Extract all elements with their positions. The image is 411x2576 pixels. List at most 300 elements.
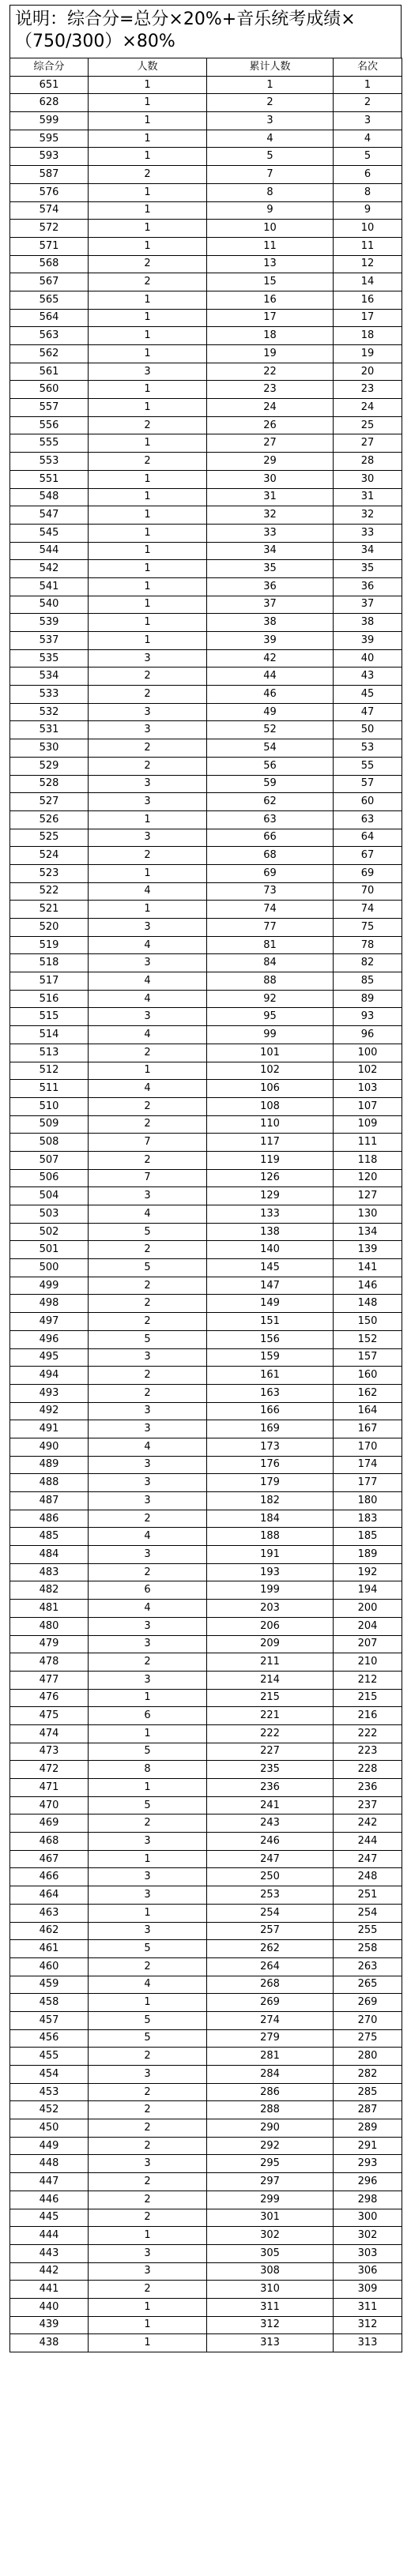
cell-score: 468 [10, 1833, 89, 1851]
cell-count: 1 [89, 810, 207, 829]
cell-cumulative: 305 [207, 2244, 334, 2262]
cell-rank: 1 [334, 76, 402, 94]
cell-rank: 215 [334, 1689, 402, 1707]
cell-rank: 34 [334, 542, 402, 560]
cell-cumulative: 163 [207, 1384, 334, 1402]
cell-rank: 27 [334, 434, 402, 453]
table-row [10, 1510, 402, 1528]
cell-cumulative: 13 [207, 255, 334, 273]
header-rank: 名次 [334, 58, 402, 77]
cell-rank: 25 [334, 416, 402, 434]
cell-count: 1 [89, 1904, 207, 1922]
cell-cumulative: 133 [207, 1205, 334, 1224]
cell-score: 547 [10, 506, 89, 525]
cell-cumulative: 235 [207, 1761, 334, 1779]
cell-count: 1 [89, 237, 207, 255]
table-row [10, 2011, 402, 2029]
cell-score: 524 [10, 847, 89, 865]
table-row [10, 596, 402, 614]
table-row [10, 632, 402, 650]
cell-rank: 291 [334, 2137, 402, 2155]
cell-rank: 177 [334, 1474, 402, 1492]
cell-count: 4 [89, 1976, 207, 1994]
cell-cumulative: 101 [207, 1044, 334, 1062]
score-table [9, 58, 402, 2352]
cell-count: 2 [89, 1510, 207, 1528]
cell-cumulative: 140 [207, 1241, 334, 1259]
cell-rank: 309 [334, 2281, 402, 2299]
cell-cumulative: 302 [207, 2227, 334, 2245]
table-row [10, 721, 402, 739]
cell-cumulative: 7 [207, 166, 334, 184]
cell-cumulative: 26 [207, 416, 334, 434]
table-row [10, 649, 402, 668]
table-row [10, 1833, 402, 1851]
cell-count: 1 [89, 381, 207, 399]
table-row [10, 1581, 402, 1600]
table-row [10, 1546, 402, 1564]
cell-score: 495 [10, 1348, 89, 1367]
cell-cumulative: 179 [207, 1474, 334, 1492]
cell-count: 2 [89, 1295, 207, 1313]
table-row [10, 1384, 402, 1402]
cell-rank: 9 [334, 201, 402, 220]
cell-score: 483 [10, 1563, 89, 1581]
cell-cumulative: 254 [207, 1904, 334, 1922]
cell-score: 548 [10, 488, 89, 506]
cell-cumulative: 126 [207, 1169, 334, 1187]
table-row [10, 560, 402, 578]
table-row [10, 2155, 402, 2173]
cell-score: 508 [10, 1134, 89, 1152]
cell-count: 2 [89, 1313, 207, 1331]
cell-cumulative: 268 [207, 1976, 334, 1994]
cell-score: 480 [10, 1617, 89, 1635]
table-row [10, 1080, 402, 1098]
table-row [10, 936, 402, 954]
table-row [10, 686, 402, 704]
table-row [10, 220, 402, 238]
cell-count: 1 [89, 488, 207, 506]
cell-score: 449 [10, 2137, 89, 2155]
cell-count: 3 [89, 1492, 207, 1510]
cell-score: 599 [10, 112, 89, 130]
cell-score: 485 [10, 1528, 89, 1546]
cell-rank: 189 [334, 1546, 402, 1564]
cell-score: 533 [10, 686, 89, 704]
cell-cumulative: 312 [207, 2316, 334, 2334]
cell-score: 651 [10, 76, 89, 94]
cell-rank: 275 [334, 2029, 402, 2048]
cell-cumulative: 34 [207, 542, 334, 560]
cell-count: 4 [89, 1600, 207, 1618]
cell-count: 2 [89, 1563, 207, 1581]
cell-count: 2 [89, 166, 207, 184]
cell-rank: 251 [334, 1886, 402, 1905]
cell-count: 6 [89, 1707, 207, 1725]
cell-score: 493 [10, 1384, 89, 1402]
cell-score: 556 [10, 416, 89, 434]
cell-cumulative: 247 [207, 1850, 334, 1868]
table-row [10, 416, 402, 434]
table-row [10, 1097, 402, 1115]
cell-cumulative: 99 [207, 1026, 334, 1044]
cell-rank: 212 [334, 1671, 402, 1689]
cell-score: 525 [10, 829, 89, 847]
cell-score: 521 [10, 901, 89, 919]
table-row [10, 399, 402, 417]
cell-cumulative: 84 [207, 954, 334, 972]
cell-count: 2 [89, 1151, 207, 1169]
cell-rank: 75 [334, 919, 402, 937]
cell-score: 445 [10, 2209, 89, 2227]
cell-count: 1 [89, 524, 207, 542]
cell-cumulative: 18 [207, 327, 334, 345]
table-row [10, 1689, 402, 1707]
cell-rank: 258 [334, 1940, 402, 1958]
table-row [10, 1617, 402, 1635]
cell-cumulative: 147 [207, 1277, 334, 1295]
header-cumulative: 累计人数 [207, 58, 334, 77]
cell-cumulative: 2 [207, 94, 334, 112]
cell-score: 561 [10, 363, 89, 381]
cell-score: 461 [10, 1940, 89, 1958]
cell-score: 509 [10, 1115, 89, 1134]
cell-cumulative: 274 [207, 2011, 334, 2029]
table-row [10, 1115, 402, 1134]
cell-count: 3 [89, 1635, 207, 1653]
cell-cumulative: 313 [207, 2334, 334, 2352]
cell-count: 1 [89, 291, 207, 309]
cell-count: 3 [89, 1868, 207, 1886]
cell-rank: 5 [334, 148, 402, 166]
cell-cumulative: 269 [207, 1994, 334, 2012]
cell-score: 518 [10, 954, 89, 972]
cell-cumulative: 129 [207, 1187, 334, 1205]
cell-rank: 282 [334, 2066, 402, 2084]
table-row [10, 1922, 402, 1940]
table-row [10, 1635, 402, 1653]
cell-score: 564 [10, 309, 89, 327]
cell-cumulative: 27 [207, 434, 334, 453]
cell-rank: 160 [334, 1367, 402, 1385]
table-row [10, 1724, 402, 1743]
cell-rank: 8 [334, 183, 402, 201]
table-row [10, 1940, 402, 1958]
cell-rank: 11 [334, 237, 402, 255]
cell-cumulative: 308 [207, 2262, 334, 2281]
cell-score: 492 [10, 1402, 89, 1420]
cell-rank: 24 [334, 399, 402, 417]
table-row [10, 1474, 402, 1492]
cell-count: 3 [89, 2262, 207, 2281]
cell-score: 553 [10, 453, 89, 471]
cell-count: 1 [89, 614, 207, 632]
cell-count: 2 [89, 757, 207, 775]
cell-count: 2 [89, 1384, 207, 1402]
cell-rank: 170 [334, 1438, 402, 1456]
cell-count: 3 [89, 775, 207, 793]
table-row [10, 2048, 402, 2066]
cell-rank: 31 [334, 488, 402, 506]
cell-count: 4 [89, 972, 207, 991]
cell-rank: 89 [334, 990, 402, 1008]
cell-cumulative: 209 [207, 1635, 334, 1653]
cell-rank: 223 [334, 1743, 402, 1761]
cell-cumulative: 32 [207, 506, 334, 525]
cell-score: 474 [10, 1724, 89, 1743]
cell-rank: 118 [334, 1151, 402, 1169]
cell-cumulative: 17 [207, 309, 334, 327]
cell-rank: 255 [334, 1922, 402, 1940]
table-row [10, 1976, 402, 1994]
cell-score: 544 [10, 542, 89, 560]
cell-count: 1 [89, 1994, 207, 2012]
cell-count: 1 [89, 148, 207, 166]
table-row [10, 1904, 402, 1922]
cell-count: 3 [89, 649, 207, 668]
cell-score: 628 [10, 94, 89, 112]
cell-count: 1 [89, 112, 207, 130]
table-row [10, 882, 402, 901]
cell-cumulative: 161 [207, 1367, 334, 1385]
cell-score: 499 [10, 1277, 89, 1295]
cell-score: 498 [10, 1295, 89, 1313]
cell-cumulative: 56 [207, 757, 334, 775]
cell-score: 448 [10, 2155, 89, 2173]
cell-rank: 134 [334, 1223, 402, 1241]
cell-cumulative: 38 [207, 614, 334, 632]
cell-rank: 157 [334, 1348, 402, 1367]
table-row [10, 2101, 402, 2119]
cell-score: 500 [10, 1259, 89, 1277]
cell-rank: 102 [334, 1062, 402, 1080]
cell-count: 5 [89, 1223, 207, 1241]
cell-cumulative: 3 [207, 112, 334, 130]
cell-score: 532 [10, 703, 89, 721]
cell-count: 1 [89, 309, 207, 327]
table-row [10, 1743, 402, 1761]
cell-rank: 96 [334, 1026, 402, 1044]
cell-rank: 254 [334, 1904, 402, 1922]
cell-score: 479 [10, 1635, 89, 1653]
cell-cumulative: 299 [207, 2191, 334, 2209]
cell-count: 3 [89, 1008, 207, 1026]
cell-cumulative: 310 [207, 2281, 334, 2299]
cell-rank: 12 [334, 255, 402, 273]
table-row [10, 1761, 402, 1779]
table-row [10, 2298, 402, 2316]
cell-rank: 311 [334, 2298, 402, 2316]
table-row [10, 488, 402, 506]
cell-rank: 64 [334, 829, 402, 847]
cell-score: 517 [10, 972, 89, 991]
cell-score: 442 [10, 2262, 89, 2281]
table-row [10, 1850, 402, 1868]
cell-cumulative: 8 [207, 183, 334, 201]
table-row [10, 1134, 402, 1152]
cell-rank: 2 [334, 94, 402, 112]
cell-cumulative: 159 [207, 1348, 334, 1367]
cell-rank: 43 [334, 668, 402, 686]
cell-cumulative: 54 [207, 739, 334, 758]
cell-rank: 17 [334, 309, 402, 327]
cell-score: 574 [10, 201, 89, 220]
cell-count: 1 [89, 201, 207, 220]
table-row [10, 2173, 402, 2191]
cell-cumulative: 42 [207, 649, 334, 668]
cell-cumulative: 62 [207, 793, 334, 811]
cell-rank: 67 [334, 847, 402, 865]
table-row [10, 506, 402, 525]
cell-rank: 194 [334, 1581, 402, 1600]
cell-score: 539 [10, 614, 89, 632]
cell-score: 444 [10, 2227, 89, 2245]
cell-rank: 236 [334, 1779, 402, 1797]
cell-score: 529 [10, 757, 89, 775]
cell-cumulative: 262 [207, 1940, 334, 1958]
cell-count: 3 [89, 2155, 207, 2173]
table-row [10, 237, 402, 255]
table-row [10, 2083, 402, 2101]
cell-rank: 103 [334, 1080, 402, 1098]
cell-score: 489 [10, 1456, 89, 1474]
cell-rank: 139 [334, 1241, 402, 1259]
cell-rank: 93 [334, 1008, 402, 1026]
table-row [10, 94, 402, 112]
cell-count: 2 [89, 273, 207, 291]
table-row [10, 1600, 402, 1618]
table-row [10, 739, 402, 758]
cell-count: 4 [89, 1205, 207, 1224]
cell-count: 1 [89, 1779, 207, 1797]
cell-count: 5 [89, 1259, 207, 1277]
cell-score: 477 [10, 1671, 89, 1689]
cell-score: 463 [10, 1904, 89, 1922]
cell-rank: 306 [334, 2262, 402, 2281]
cell-rank: 50 [334, 721, 402, 739]
cell-count: 2 [89, 2209, 207, 2227]
table-row [10, 1367, 402, 1385]
table-row [10, 112, 402, 130]
cell-score: 507 [10, 1151, 89, 1169]
cell-count: 3 [89, 1617, 207, 1635]
cell-rank: 183 [334, 1510, 402, 1528]
cell-cumulative: 106 [207, 1080, 334, 1098]
cell-cumulative: 215 [207, 1689, 334, 1707]
cell-cumulative: 9 [207, 201, 334, 220]
table-row [10, 1994, 402, 2012]
cell-score: 526 [10, 810, 89, 829]
cell-cumulative: 16 [207, 291, 334, 309]
cell-count: 3 [89, 1348, 207, 1367]
cell-score: 481 [10, 1600, 89, 1618]
cell-cumulative: 117 [207, 1134, 334, 1152]
cell-cumulative: 286 [207, 2083, 334, 2101]
cell-rank: 222 [334, 1724, 402, 1743]
cell-rank: 111 [334, 1134, 402, 1152]
cell-count: 5 [89, 1330, 207, 1348]
cell-count: 2 [89, 1814, 207, 1833]
cell-rank: 107 [334, 1097, 402, 1115]
cell-score: 506 [10, 1169, 89, 1187]
cell-rank: 296 [334, 2173, 402, 2191]
cell-cumulative: 1 [207, 76, 334, 94]
cell-count: 1 [89, 1689, 207, 1707]
cell-count: 1 [89, 470, 207, 488]
cell-count: 7 [89, 1134, 207, 1152]
cell-rank: 74 [334, 901, 402, 919]
cell-rank: 16 [334, 291, 402, 309]
cell-rank: 35 [334, 560, 402, 578]
cell-rank: 312 [334, 2316, 402, 2334]
cell-count: 1 [89, 560, 207, 578]
table-row [10, 327, 402, 345]
cell-cumulative: 138 [207, 1223, 334, 1241]
cell-count: 3 [89, 954, 207, 972]
cell-count: 2 [89, 739, 207, 758]
header-score: 综合分 [10, 58, 89, 77]
cell-score: 520 [10, 919, 89, 937]
table-row [10, 1814, 402, 1833]
table-row [10, 2244, 402, 2262]
cell-score: 476 [10, 1689, 89, 1707]
cell-cumulative: 110 [207, 1115, 334, 1134]
cell-cumulative: 11 [207, 237, 334, 255]
table-row [10, 668, 402, 686]
table-row [10, 1348, 402, 1367]
cell-rank: 38 [334, 614, 402, 632]
cell-score: 488 [10, 1474, 89, 1492]
cell-cumulative: 59 [207, 775, 334, 793]
table-row [10, 2029, 402, 2048]
cell-count: 1 [89, 577, 207, 596]
table-row [10, 972, 402, 991]
cell-rank: 23 [334, 381, 402, 399]
cell-cumulative: 149 [207, 1295, 334, 1313]
table-row [10, 2191, 402, 2209]
cell-cumulative: 284 [207, 2066, 334, 2084]
cell-rank: 18 [334, 327, 402, 345]
cell-score: 563 [10, 327, 89, 345]
cell-rank: 141 [334, 1259, 402, 1277]
cell-cumulative: 236 [207, 1779, 334, 1797]
cell-count: 2 [89, 1653, 207, 1672]
cell-count: 2 [89, 847, 207, 865]
cell-count: 1 [89, 901, 207, 919]
table-row [10, 810, 402, 829]
cell-cumulative: 35 [207, 560, 334, 578]
cell-score: 460 [10, 1957, 89, 1976]
cell-rank: 313 [334, 2334, 402, 2352]
cell-score: 456 [10, 2029, 89, 2048]
cell-cumulative: 49 [207, 703, 334, 721]
cell-score: 541 [10, 577, 89, 596]
table-row [10, 1402, 402, 1420]
cell-count: 2 [89, 1277, 207, 1295]
cell-score: 593 [10, 148, 89, 166]
table-row [10, 2137, 402, 2155]
cell-cumulative: 156 [207, 1330, 334, 1348]
table-row [10, 1438, 402, 1456]
cell-cumulative: 22 [207, 363, 334, 381]
cell-count: 1 [89, 632, 207, 650]
cell-rank: 228 [334, 1761, 402, 1779]
cell-score: 447 [10, 2173, 89, 2191]
cell-count: 2 [89, 2119, 207, 2138]
cell-count: 3 [89, 703, 207, 721]
cell-score: 441 [10, 2281, 89, 2299]
